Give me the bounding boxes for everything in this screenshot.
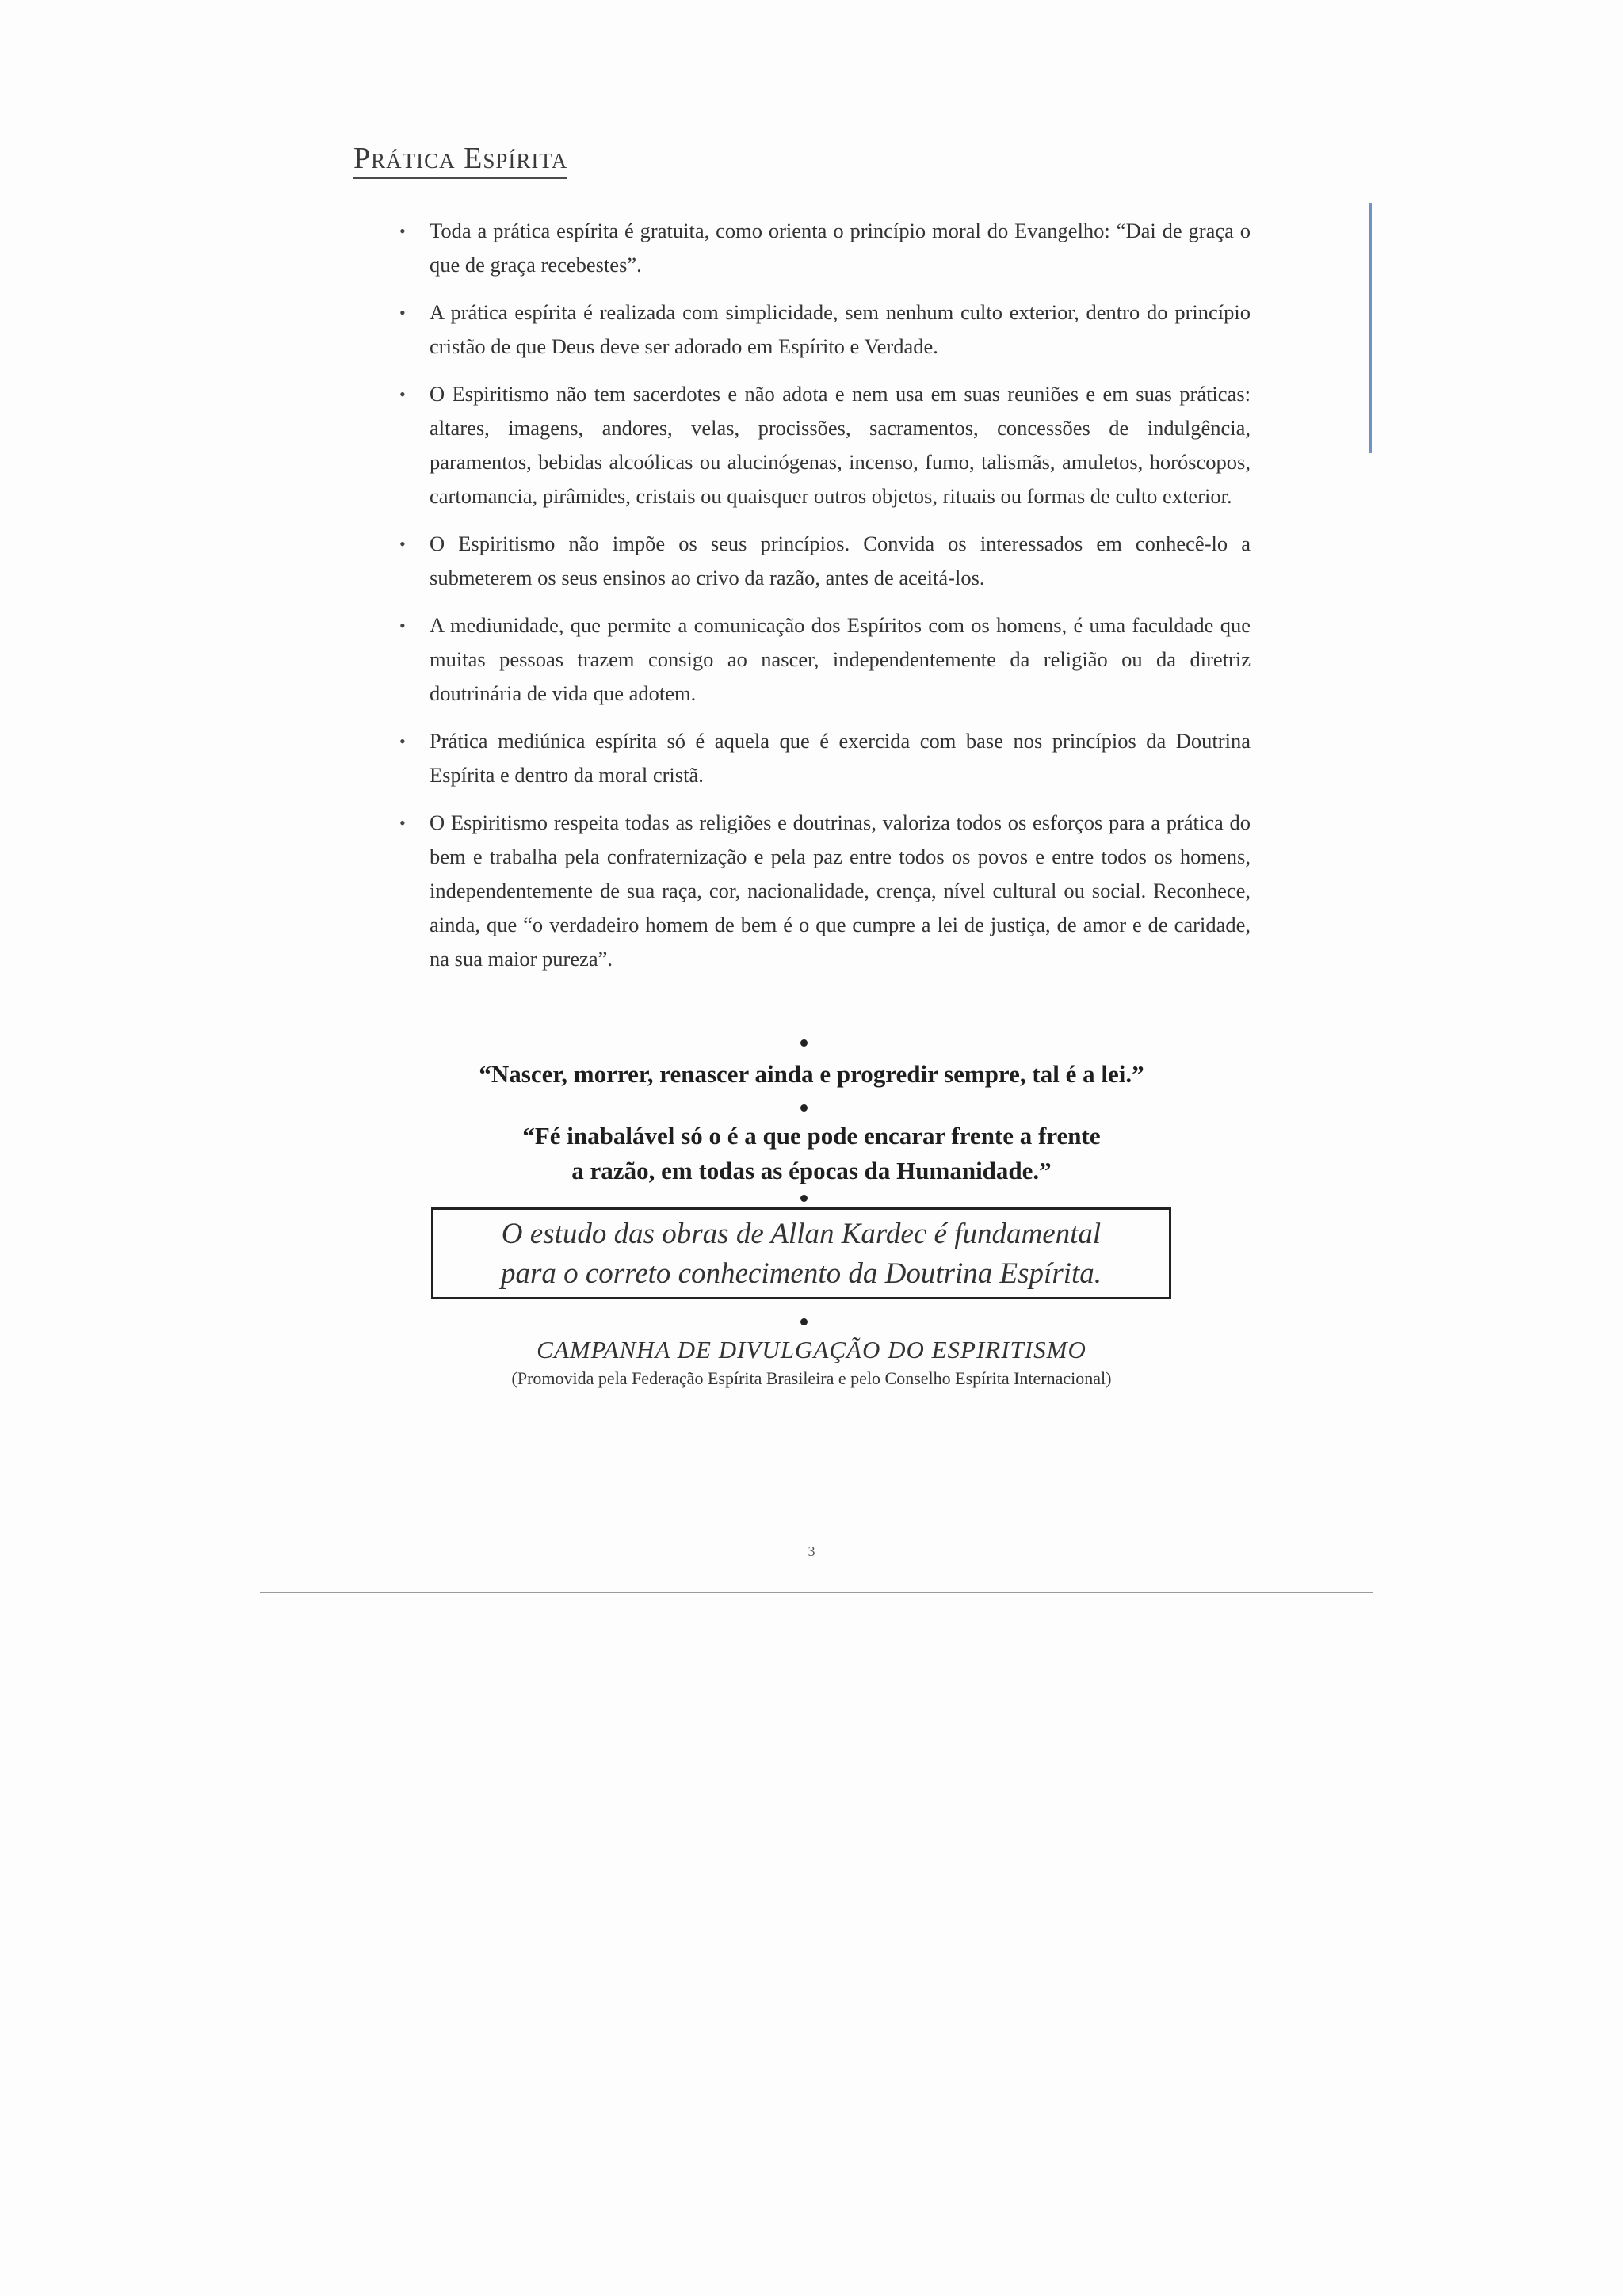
list-item-text: O Espiritismo não tem sacerdotes e não adota e nem usa em suas reuniões e em suas práticas: altares, imagens, andores, velas, procissões, sacramentos, concessões de indulgência, paramentos, bebidas alcoólicas ou alucinógenas, incenso, fumo, talismãs, amuletos, horóscopos, cartomancia, pirâmides, cristais ou quaisquer outros objetos, rituais ou formas de culto exterior. (430, 382, 1251, 508)
list-item-text: O Espiritismo não impõe os seus princípios. Convida os interessados em conhecê-lo a submeterem os seus ensinos ao crivo da razão, antes de aceitá-los. (430, 532, 1251, 589)
separator-dot (800, 1318, 808, 1325)
list-item-text: A mediunidade, que permite a comunicação dos Espíritos com os homens, é uma faculdade que muitas pessoas trazem consigo ao nascer, independentemente da religião ou da diretriz doutrinária de vida que adotem. (430, 613, 1251, 705)
page-title: Prática Espírita (353, 141, 567, 179)
bullet-icon: • (399, 616, 406, 635)
campaign-sponsors: (Promovida pela Federação Espírita Brasileira e pelo Conselho Espírita Internacional) (511, 1368, 1112, 1388)
list-item-text: A prática espírita é realizada com simplicidade, sem nenhum culto exterior, dentro do princípio cristão de que Deus deve ser adorado em Espírito e Verdade. (430, 300, 1251, 358)
boxed-line-2: para o correto conhecimento da Doutrina Espírita. (500, 1257, 1102, 1290)
kardec-study-box (431, 1207, 1171, 1299)
bullet-icon: • (399, 813, 406, 833)
boxed-line-1: O estudo das obras de Allan Kardec é fundamental (501, 1218, 1102, 1250)
bullet-icon: • (399, 534, 406, 554)
list-item (396, 608, 1251, 711)
bullet-icon: • (399, 384, 406, 404)
bullet-list (396, 214, 1251, 990)
list-item (396, 214, 1251, 282)
list-item (396, 527, 1251, 595)
quote-rebirth: “Nascer, morrer, renascer ainda e progredir sempre, tal é a lei.” (479, 1060, 1144, 1088)
bullet-icon: • (399, 731, 406, 751)
list-item (396, 724, 1251, 792)
campaign-title: CAMPANHA DE DIVULGAÇÃO DO ESPIRITISMO (537, 1336, 1086, 1363)
footer-rule (260, 1592, 1373, 1593)
bullet-icon: • (399, 303, 406, 322)
bullet-icon: • (399, 221, 406, 241)
list-item-text: Prática mediúnica espírita só é aquela que é exercida com base nos princípios da Doutrina Espírita e dentro da moral cristã. (430, 729, 1251, 787)
list-item (396, 806, 1251, 976)
list-item-text: O Espiritismo respeita todas as religiões e doutrinas, valoriza todos os esforços para a prática do bem e trabalha pela confraternização e pela paz entre todos os povos e entre todos os homens, independentemente de sua raça, cor, nacionalidade, crença, nível cultural ou social. Reconhece, ainda, que “o verdadeiro homem de bem é o que cumpre a lei de justiça, de amor e de caridade, na sua maior pureza”. (430, 810, 1251, 971)
separator-dot (800, 1195, 808, 1202)
list-item (396, 296, 1251, 364)
page-number: 3 (808, 1543, 815, 1559)
separator-dot (800, 1039, 808, 1047)
quote-faith-line1: “Fé inabalável só o é a que pode encarar frente a frente (522, 1122, 1101, 1150)
list-item (396, 377, 1251, 513)
quote-faith-line2: a razão, em todas as épocas da Humanidade.” (571, 1157, 1052, 1184)
separator-dot (800, 1104, 808, 1112)
margin-mark (1369, 203, 1372, 453)
list-item-text: Toda a prática espírita é gratuita, como orienta o princípio moral do Evangelho: “Dai de graça o que de graça recebestes”. (430, 219, 1251, 277)
